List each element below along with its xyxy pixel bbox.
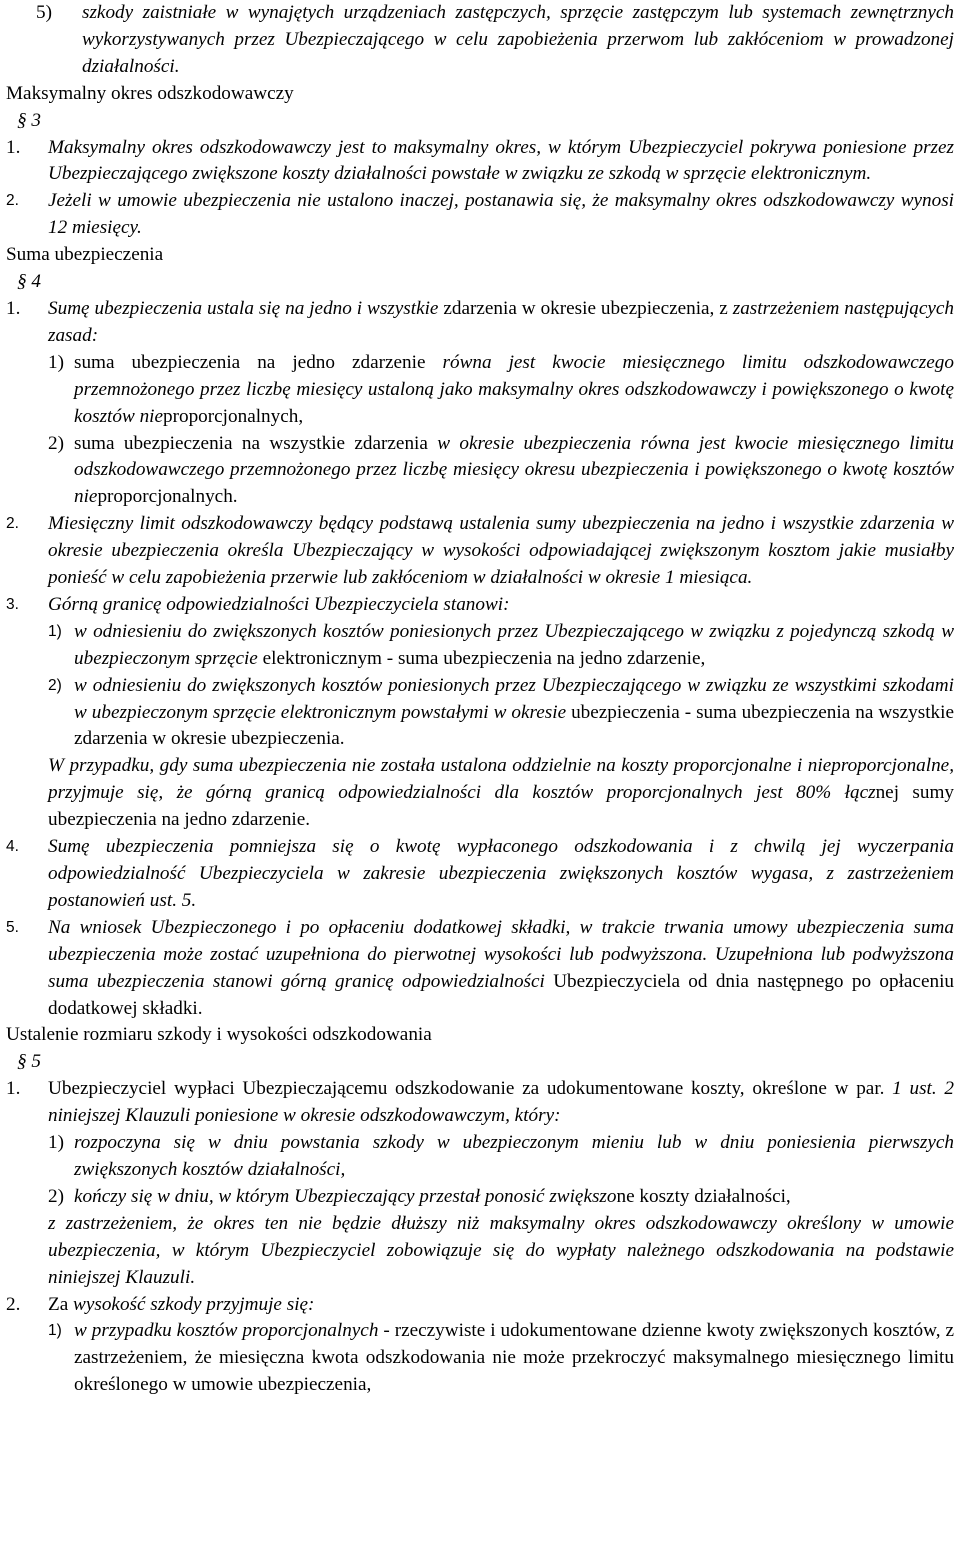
item-number: 1. <box>6 1078 21 1100</box>
item-text: Górną granicę odpowiedzialności Ubezpieczyciela stanowi: <box>48 593 510 615</box>
item-text: Miesięczny limit odszkodowawczy będący podstawą ustalenia sumy ubezpieczenia na jedno i wszystkie zdarzenia w okresie ubezpieczenia określa Ubezpieczający w wysokości odpowiadającej zwiększonym kosztom jakie musiałby ponieść w celu zapobieżenia przerwie lub zakłóceniom w działalności w okresie 1 miesiąca. <box>48 513 954 589</box>
item-number: 5. <box>6 918 19 936</box>
item-text: Za <box>48 1293 69 1315</box>
paragraph-item <box>6 1076 954 1130</box>
item-text: Sumę ubezpieczenia ustala się na jedno i wszystkie <box>48 297 439 319</box>
paragraph-item <box>6 834 954 915</box>
section-number: § 4 <box>17 271 41 293</box>
paragraph-item <box>6 511 954 592</box>
item-text: Jeżeli w umowie ubezpieczenia nie ustalono inaczej, postanawia się, że maksymalny okres odszkodowawczy wynosi 12 miesięcy. <box>48 190 954 239</box>
sub-item <box>6 673 954 754</box>
sub-item <box>6 1318 954 1399</box>
list-item <box>6 0 954 81</box>
item-text: ne koszty działalności, <box>616 1185 791 1207</box>
section-number: § 3 <box>17 109 41 131</box>
item-number: 1) <box>48 1132 64 1154</box>
item-text: zdarzenia w okresie ubezpieczenia, z <box>438 297 728 319</box>
item-text: W przypadku, gdy suma ubezpieczenia nie została ustalona oddzielnie na koszty proporcjonalne i nieproporcjonalne, przyjmuje się, że górną granicą odpowiedzialności dla kosztów proporcjonalnych jest 80% łącz <box>48 755 954 804</box>
paragraph-item <box>6 135 954 189</box>
item-number: 2) <box>48 676 62 694</box>
paragraph-item <box>6 188 954 242</box>
item-number: 3. <box>6 595 19 613</box>
item-number: 1. <box>6 297 21 319</box>
item-number: 2. <box>6 1293 21 1315</box>
item-text: - rzeczywiste i udokumentowane dzienne kwoty zwiększonych kosztów, z zastrzeżeniem, że miesięczna kwota odszkodowania nie może przekroczyć maksymalnego miesięcznego limitu określonego <box>74 1320 954 1396</box>
section-heading: Suma ubezpieczenia <box>6 244 164 266</box>
paragraph-item <box>6 1292 954 1319</box>
item-text: suma ubezpieczenia na wszystkie zdarzenia <box>74 432 438 454</box>
paragraph-item <box>6 915 954 1023</box>
sub-item <box>6 350 954 431</box>
item-text: szkody zaistniałe w wynajętych urządzeniach zastępczych, sprzęcie zastępczym lub systemach zewnętrznych wykorzystywanych przez Ubezpieczającego w celu zapobieżenia przerwom lub zakłóceniom w prowadzonej działalności. <box>82 2 954 77</box>
paragraph-note: z zastrzeżeniem, że okres ten nie będzie dłuższy niż maksymalny okres odszkodowawczy określony w umowie ubezpieczenia, w którym Ubezpieczyciel zobowiązuje się do wypłaty należnego odszkodowania na podstawie niniejszej Klauzuli. <box>48 1212 954 1288</box>
item-text: w odniesieniu do zwiększonych kosztów poniesionych przez Ubezpieczającego w związku ze wszystkimi szkodami w ubezpieczonym sprzęcie elektronicznym powstałymi w okresie <box>74 674 954 723</box>
item-number: 2. <box>6 515 19 533</box>
item-text: suma ubezpieczenia na jedno zdarzenie <box>74 351 443 373</box>
item-text: w odniesieniu do zwiększonych kosztów poniesionych przez Ubezpieczającego w związku z pojedynczą szkodą w ubezpieczonym sprzęcie <box>74 620 954 669</box>
sub-item <box>6 431 954 512</box>
item-text: Ubezpieczyciel wypłaci Ubezpieczającemu odszkodowanie za udokumentowane koszty, określone w par. <box>48 1078 893 1100</box>
paragraph-item <box>6 592 954 619</box>
paragraph-item <box>6 296 954 350</box>
item-text: Ubezpieczyciela od dnia następnego po opłaceniu dodatkowej składki. <box>48 970 954 1019</box>
item-text: w umowie ubezpieczenia, <box>172 1374 372 1396</box>
paragraph-note <box>6 753 954 834</box>
sub-item <box>6 1184 954 1211</box>
item-text: ubezpieczenia - suma ubezpieczenia na wszystkie zdarzenia w okresie ubezpieczenia. <box>74 701 954 750</box>
item-text: kończy się w dniu, w którym Ubezpieczający przestał ponosić zwiększo <box>74 1185 617 1207</box>
item-text: w przypadku kosztów proporcjonalnych <box>74 1320 379 1342</box>
item-number: 1. <box>6 136 21 158</box>
sub-item <box>6 1130 954 1184</box>
item-text: proporcjonalnych. <box>97 486 238 508</box>
document-page <box>6 0 954 1399</box>
item-text: wysokość szkody przyjmuje się: <box>68 1293 315 1315</box>
item-number: 1) <box>48 351 64 373</box>
item-text: zastrzeżeniem następujących zasad: <box>48 297 955 346</box>
item-number: 1) <box>48 1322 62 1340</box>
item-number: 2) <box>48 1185 64 1207</box>
item-text: równa jest kwocie miesięcznego limitu odszkodowawczego przemnożonego przez liczbę miesięcy ustaloną jako maksymalny okres odszkodowawczy i powiększonego o kwotę kosztów nie <box>74 351 954 427</box>
section-number: § 5 <box>17 1051 41 1073</box>
item-text: 1 ust. 2 niniejszej Klauzuli poniesione w okresie odszkodowawczym, który: <box>48 1078 954 1127</box>
item-text: elektronicznym - suma ubezpieczenia na jedno zdarzenie, <box>262 647 706 669</box>
item-text: Maksymalny okres odszkodowawczy jest to maksymalny okres, w którym Ubezpieczyciel pokrywa poniesione przez Ubezpieczającego zwiększone koszty działalności powstałe w związku ze szkodą w sprzęcie elektronicznym. <box>48 136 954 185</box>
sub-item <box>6 619 954 673</box>
item-text: nej sumy ubezpieczenia na jedno zdarzenie. <box>48 782 954 831</box>
item-number: 1) <box>48 622 62 640</box>
item-text: proporcjonalnych, <box>163 405 304 427</box>
item-text: w okresie ubezpieczenia równa jest kwocie miesięcznego limitu odszkodowawczego przemnożonego przez liczbę miesięcy okresu ubezpieczenia i powiększonego o kwotę kosztów nie <box>74 432 954 508</box>
item-number: 2) <box>48 432 64 454</box>
item-text: Na wniosek Ubezpieczonego i po opłaceniu dodatkowej składki, w trakcie trwania umowy ubezpieczenia suma ubezpieczenia może zostać uzupełniona do pierwotnej wysokości lub podwyższona. Uzupełniona lub podwyższona suma ubezpieczenia stanowi górną granicę odpowiedzialności <box>48 916 954 992</box>
item-number: 5) <box>36 2 52 23</box>
item-number: 4. <box>6 838 19 856</box>
item-text: rozpoczyna się w dniu powstania szkody w ubezpieczonym mieniu lub w dniu poniesienia pierwszych zwiększonych kosztów działalności, <box>74 1132 954 1180</box>
section-heading: Maksymalny okres odszkodowawczy <box>6 82 294 104</box>
item-number: 2. <box>6 192 19 210</box>
section-heading: Ustalenie rozmiaru szkody i wysokości odszkodowania <box>6 1024 432 1046</box>
item-text: Sumę ubezpieczenia pomniejsza się o kwotę wypłaconego odszkodowania i z chwilą jej wyczerpania odpowiedzialność Ubezpieczyciela w zakresie ubezpieczenia zwiększonych kosztów wygasa, z zastrzeżeniem postanowień ust. 5. <box>48 836 954 911</box>
